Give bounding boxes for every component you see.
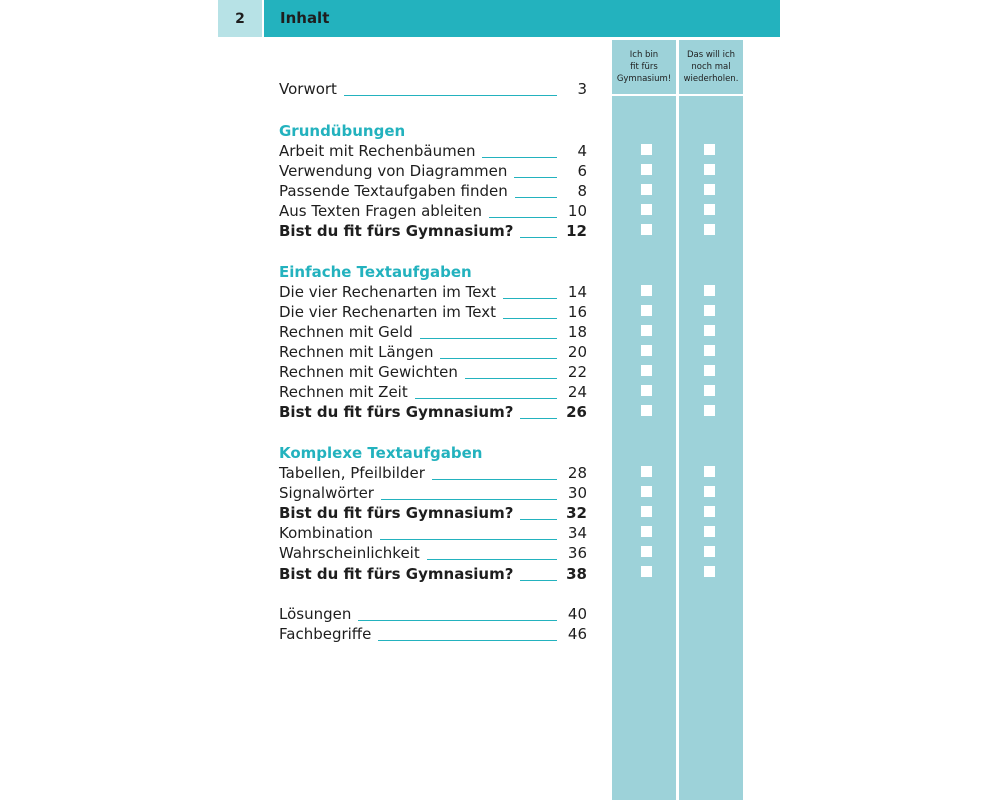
toc-entry: Kombination 34	[279, 524, 587, 542]
checkbox-repeat[interactable]	[704, 224, 715, 235]
checkbox-fit[interactable]	[641, 184, 652, 195]
toc-entry-vorwort: Vorwort 3	[279, 80, 587, 98]
checkbox-fit[interactable]	[641, 144, 652, 155]
checkbox-repeat[interactable]	[704, 385, 715, 396]
checkbox-fit[interactable]	[641, 546, 652, 557]
toc-entry: Aus Texten Fragen ableiten 10	[279, 202, 587, 220]
checkbox-repeat[interactable]	[704, 365, 715, 376]
page-number: 2	[218, 0, 264, 37]
section-heading: Einfache Textaufgaben	[279, 263, 472, 281]
toc-entry: Verwendung von Diagrammen 6	[279, 162, 587, 180]
toc-entry-glossary: Fachbegriffe 46	[279, 625, 587, 643]
checkbox-repeat[interactable]	[704, 405, 715, 416]
checkbox-fit[interactable]	[641, 405, 652, 416]
toc-entry: Rechnen mit Zeit 24	[279, 383, 587, 401]
checkbox-repeat[interactable]	[704, 486, 715, 497]
toc-entry: Arbeit mit Rechenbäumen 4	[279, 142, 587, 160]
toc-entry: Rechnen mit Geld 18	[279, 323, 587, 341]
toc-entry: Die vier Rechenarten im Text 14	[279, 283, 587, 301]
checkbox-fit[interactable]	[641, 345, 652, 356]
checkbox-repeat[interactable]	[704, 526, 715, 537]
toc-entry-checkpoint: Bist du fit fürs Gymnasium? 12	[279, 222, 587, 240]
checkbox-fit[interactable]	[641, 526, 652, 537]
checkbox-fit[interactable]	[641, 486, 652, 497]
checkbox-repeat[interactable]	[704, 204, 715, 215]
checkbox-repeat[interactable]	[704, 345, 715, 356]
checkbox-fit[interactable]	[641, 325, 652, 336]
checkbox-fit[interactable]	[641, 164, 652, 175]
toc-entry: Tabellen, Pfeilbilder 28	[279, 464, 587, 482]
checkbox-repeat[interactable]	[704, 164, 715, 175]
checkbox-fit[interactable]	[641, 466, 652, 477]
checkbox-repeat[interactable]	[704, 305, 715, 316]
checkbox-fit[interactable]	[641, 285, 652, 296]
checkbox-repeat[interactable]	[704, 546, 715, 557]
checkbox-fit[interactable]	[641, 385, 652, 396]
toc-entry: Rechnen mit Längen 20	[279, 343, 587, 361]
toc-entry: Die vier Rechenarten im Text 16	[279, 303, 587, 321]
checkbox-fit[interactable]	[641, 204, 652, 215]
checkbox-fit[interactable]	[641, 365, 652, 376]
section-heading: Grundübungen	[279, 122, 406, 140]
checkbox-fit[interactable]	[641, 566, 652, 577]
checkbox-fit[interactable]	[641, 305, 652, 316]
checkbox-repeat[interactable]	[704, 325, 715, 336]
section-heading: Komplexe Textaufgaben	[279, 444, 483, 462]
header-bar	[218, 0, 780, 37]
checkbox-repeat[interactable]	[704, 184, 715, 195]
toc-entry-solutions: Lösungen 40	[279, 605, 587, 623]
checkbox-repeat[interactable]	[704, 506, 715, 517]
checkbox-fit[interactable]	[641, 224, 652, 235]
checkbox-repeat[interactable]	[704, 566, 715, 577]
column-header-repeat: Das will ich noch mal wiederholen.	[679, 40, 743, 96]
toc-entry-checkpoint: Bist du fit fürs Gymnasium? 32	[279, 504, 587, 522]
toc-entry-checkpoint: Bist du fit fürs Gymnasium? 38	[279, 565, 587, 583]
toc-entry: Wahrscheinlichkeit 36	[279, 544, 587, 562]
toc-entry: Rechnen mit Gewichten 22	[279, 363, 587, 381]
toc-entry: Passende Textaufgaben finden 8	[279, 182, 587, 200]
checkbox-repeat[interactable]	[704, 285, 715, 296]
page-title: Inhalt	[280, 9, 330, 27]
checkbox-fit[interactable]	[641, 506, 652, 517]
column-header-fit: Ich bin fit fürs Gymnasium!	[612, 40, 676, 96]
toc-entry: Signalwörter 30	[279, 484, 587, 502]
checkbox-repeat[interactable]	[704, 466, 715, 477]
checkbox-repeat[interactable]	[704, 144, 715, 155]
toc-entry-checkpoint: Bist du fit fürs Gymnasium? 26	[279, 403, 587, 421]
